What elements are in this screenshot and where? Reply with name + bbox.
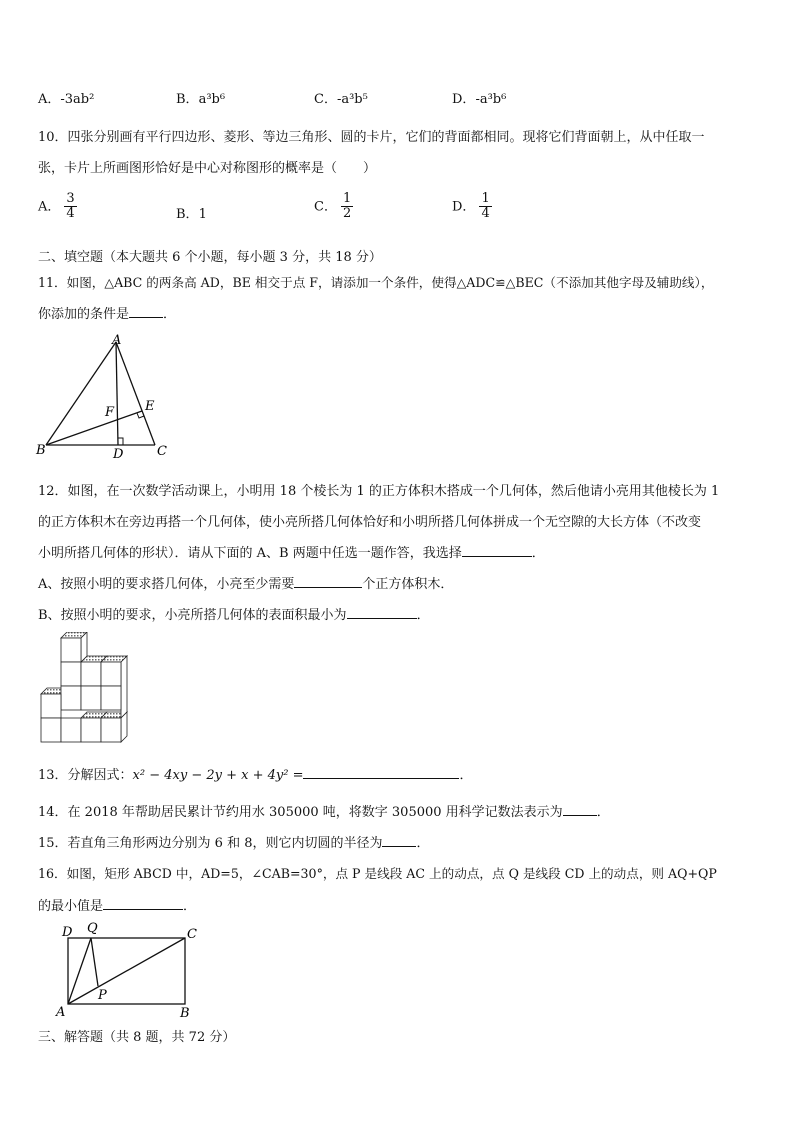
cube-front-face xyxy=(61,638,81,662)
numerator: 3 xyxy=(66,191,75,206)
option-label: A． xyxy=(38,92,61,107)
end-mark: ． xyxy=(183,899,197,914)
q12-part-b xyxy=(38,604,430,623)
answer-blank[interactable] xyxy=(462,544,532,557)
label-d: D xyxy=(113,447,124,460)
label-b: B xyxy=(36,443,46,458)
answer-blank[interactable] xyxy=(303,766,459,779)
rectangle-abcd-figure xyxy=(50,918,210,1022)
q9-option-d xyxy=(452,88,506,107)
cube-front-face xyxy=(101,662,121,686)
q10-option-c xyxy=(314,192,353,222)
label-p: P xyxy=(98,988,107,1003)
option-label: D． xyxy=(452,92,476,107)
option-label: C． xyxy=(314,92,337,107)
q10-line1: 10．四张分别画有平行四边形、菱形、等边三角形、圆的卡片，它们的背面都相同。现将它们背面朝上，从中任取一 xyxy=(38,130,705,145)
option-text: -a³b⁶ xyxy=(475,92,507,107)
altitude-ad xyxy=(116,342,118,445)
option-text: -3ab² xyxy=(60,92,95,107)
section-title: 二、填空题（本大题共 6 个小题，每小题 3 分，共 18 分） xyxy=(38,250,382,265)
q9-option-c xyxy=(314,88,368,107)
option-label: A． xyxy=(38,199,61,215)
fraction xyxy=(64,192,76,222)
option-text: a³b⁶ xyxy=(198,92,226,107)
cube-front-face xyxy=(41,694,61,718)
label-e: E xyxy=(145,399,155,414)
option-label: B． xyxy=(176,207,199,222)
edge-ab xyxy=(46,342,116,445)
end-text: 个正方体积木． xyxy=(362,577,454,592)
cube-side-face xyxy=(121,656,127,718)
cube-stack-figure xyxy=(38,632,140,748)
end-mark: ． xyxy=(416,836,430,851)
diagonal-ac xyxy=(68,938,185,1004)
q12-part-a xyxy=(38,573,453,592)
option-label: D． xyxy=(452,199,476,215)
cube-front-face xyxy=(81,718,101,742)
prompt-text: 13．分解因式： xyxy=(38,768,133,783)
altitude-be xyxy=(46,411,142,445)
prompt-text: 的最小值是 xyxy=(38,899,104,914)
answer-blank[interactable] xyxy=(103,897,183,910)
segment-aq xyxy=(68,938,91,1004)
numerator: 1 xyxy=(481,191,490,206)
option-text: -a³b⁵ xyxy=(336,92,368,107)
segment-qp xyxy=(91,938,98,986)
option-label: C． xyxy=(314,199,337,215)
q15 xyxy=(38,832,430,851)
q13 xyxy=(38,764,472,783)
q10-line2: 张，卡片上所画图形恰好是中心对称图形的概率是（ ） xyxy=(38,161,377,176)
edge-ac xyxy=(116,342,155,445)
triangle-abc-figure xyxy=(34,332,174,460)
label-q: Q xyxy=(87,921,98,936)
q9-option-a xyxy=(38,88,94,107)
cube-front-face xyxy=(81,662,101,686)
denominator: 4 xyxy=(481,206,490,222)
label-b: B xyxy=(180,1006,190,1021)
cube-front-face xyxy=(101,686,121,710)
end-mark: ． xyxy=(163,307,177,322)
label-a: A xyxy=(56,1005,66,1020)
q12-line1: 12．如图，在一次数学活动课上，小明用 18 个棱长为 1 的正方体积木搭成一个几何体，然后他请小亮用其他棱长为 1 xyxy=(38,484,720,499)
label-c: C xyxy=(157,444,167,459)
answer-blank[interactable] xyxy=(347,606,417,619)
prompt-text: 15．若直角三角形两边分别为 6 和 8，则它内切圆的半径为 xyxy=(38,836,383,851)
option-label: B． xyxy=(176,92,199,107)
q12-line2: 的正方体积木在旁边再搭一个几何体，使小亮所搭几何体恰好和小明所搭几何体拼成一个无空隙的大长方体（不改变 xyxy=(38,515,702,530)
cube-front-face xyxy=(81,686,101,710)
cube-front-face xyxy=(61,718,81,742)
q14 xyxy=(38,801,610,820)
cube-front-face xyxy=(101,718,121,742)
q11-line1: 11．如图，△ABC 的两条高 AD，BE 相交于点 F，请添加一个条件，使得△ADC≌△BEC（不添加其他字母及辅助线）， xyxy=(38,275,714,290)
numerator: 1 xyxy=(342,191,352,206)
q10-option-d xyxy=(452,192,492,222)
end-mark: ． xyxy=(531,546,545,561)
right-angle-d xyxy=(118,438,123,445)
prompt-text: B、按照小明的要求，小亮所搭几何体的表面积最小为 xyxy=(38,608,347,623)
denominator: 2 xyxy=(342,206,352,222)
label-a: A xyxy=(112,333,122,348)
section-title: 三、解答题（共 8 题，共 72 分） xyxy=(38,1030,236,1045)
q16-line2 xyxy=(38,895,196,914)
q16-line1: 16．如图，矩形 ABCD 中，AD=5，∠CAB=30°，点 P 是线段 AC 上的动点，点 Q 是线段 CD 上的动点，则 AQ+QP xyxy=(38,866,717,881)
answer-blank[interactable] xyxy=(382,834,416,847)
q10-option-b xyxy=(176,203,207,222)
cube-front-face xyxy=(41,718,61,742)
denominator: 4 xyxy=(66,206,75,222)
prompt-text: 14．在 2018 年帮助居民累计节约用水 305000 吨，将数字 305000 用科学记数法表示为 xyxy=(38,805,563,820)
math-expression: x² − 4xy − 2y + x + 4y² = xyxy=(132,768,304,783)
option-text: 1 xyxy=(198,207,207,222)
answer-blank[interactable] xyxy=(563,803,597,816)
label-f: F xyxy=(105,405,115,420)
prompt-text: 你添加的条件是 xyxy=(38,307,130,322)
label-d: D xyxy=(62,925,73,940)
end-mark: ． xyxy=(459,768,473,783)
prompt-text: A、按照小明的要求搭几何体，小亮至少需要 xyxy=(38,577,295,592)
end-mark: ． xyxy=(416,608,430,623)
end-mark: ． xyxy=(596,805,610,820)
fraction xyxy=(479,192,491,222)
prompt-text: 小明所搭几何体的形状）．请从下面的 A、B 两题中任选一题作答，我选择 xyxy=(38,546,462,561)
q12-line3 xyxy=(38,542,545,561)
q11-line2 xyxy=(38,303,176,322)
cube-front-face xyxy=(61,686,81,710)
q9-option-b xyxy=(176,88,225,107)
cube-front-face xyxy=(61,662,81,686)
fraction xyxy=(341,192,353,222)
answer-blank[interactable] xyxy=(129,305,163,318)
answer-blank[interactable] xyxy=(294,575,362,588)
q10-option-a xyxy=(38,192,77,222)
label-c: C xyxy=(187,927,197,942)
